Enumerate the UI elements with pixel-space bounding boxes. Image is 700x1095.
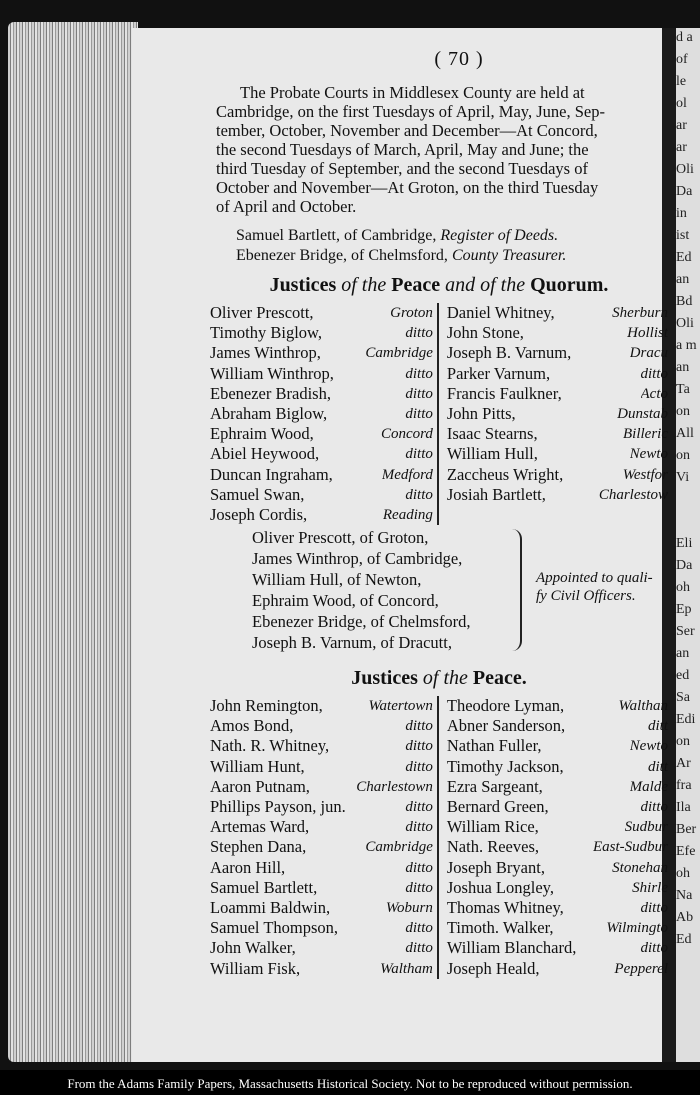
list-item [210, 736, 437, 756]
sliver-text: Vi [676, 470, 690, 485]
list-item [447, 323, 668, 343]
heading-text: Justices [269, 274, 342, 296]
sliver-text: Ar [676, 756, 691, 771]
heading-text: of the [422, 667, 468, 690]
justice-town: Dunstab [617, 405, 668, 422]
sliver-text: Sa [676, 690, 690, 705]
list-item [447, 384, 668, 404]
sliver-text: on [676, 448, 690, 463]
justice-name: Ezra Sargeant, [446, 776, 543, 796]
paragraph-line: October and November—At Groton, on the third Tuesday [216, 178, 599, 197]
justice-name: Joshua Longley, [446, 877, 554, 897]
sliver-text: All [676, 426, 694, 441]
justice-town: ditt [647, 718, 668, 735]
list-item [447, 938, 668, 958]
page-number: ( 70 ) [434, 48, 484, 70]
paragraph-line: the second Tuesdays of March, April, May and June; the [216, 140, 589, 159]
appointed-section [210, 527, 668, 659]
list-item [447, 465, 668, 485]
justice-town: Concord [380, 426, 433, 443]
justice-town: Wilmingto [606, 920, 668, 937]
list-item [210, 878, 437, 898]
heading-text: Peace. [467, 667, 527, 690]
peace-heading [210, 667, 668, 690]
note-line: Appointed to quali- [536, 570, 653, 587]
justice-town: Pepperel [614, 960, 668, 977]
sliver-text: ar [676, 140, 687, 155]
justice-town: Stonehan [612, 859, 668, 876]
sliver-text: Ser [676, 624, 695, 639]
page-edges [8, 22, 138, 1062]
sliver-text: Edi [676, 712, 696, 727]
justice-name: Nath. Reeves, [446, 837, 539, 857]
paragraph-line: The Probate Courts in Middlesex County are held at [240, 83, 585, 102]
justice-town: Walthan [618, 698, 668, 715]
justice-town: ditto [405, 819, 433, 836]
list-item [210, 696, 437, 716]
sliver-text: on [676, 734, 690, 749]
justice-name: Samuel Swan, [210, 484, 305, 504]
quorum-right-column [437, 303, 668, 525]
list-item [447, 898, 668, 918]
sliver-text: Ila [676, 800, 691, 815]
appointed-name: Oliver Prescott, of Groton, [252, 528, 429, 548]
list-item [447, 736, 668, 756]
justice-town: Waltham [380, 960, 433, 977]
justice-town: Acto [640, 385, 668, 402]
list-item [210, 444, 437, 464]
justice-name: William Blanchard, [446, 938, 577, 958]
heading-text: Peace [386, 274, 446, 296]
list-item [210, 364, 437, 384]
list-item [210, 837, 437, 857]
sliver-text: Efe [676, 844, 696, 859]
list-item [447, 878, 668, 898]
justice-town: Dracu [629, 345, 668, 362]
justice-name: Bernard Green, [446, 797, 549, 816]
justice-name: Nathan Fuller, [446, 736, 542, 756]
justice-name: Francis Faulkner, [446, 383, 562, 403]
justice-name: Parker Varnum, [446, 363, 551, 383]
justice-town: Billeric [623, 426, 668, 443]
sliver-text: Da [676, 558, 693, 573]
justice-town: ditto [405, 446, 433, 463]
justice-name: Zaccheus Wright, [446, 464, 564, 484]
justice-name: Nath. R. Whitney, [210, 736, 330, 756]
heading-text: and of the [445, 274, 526, 296]
justice-town: ditto [405, 859, 433, 876]
justice-name: Stephen Dana, [210, 837, 307, 857]
justice-town: Westfor [622, 466, 668, 483]
sliver-text: ar [676, 118, 687, 133]
sliver-text: Na [676, 888, 693, 903]
justice-name: Oliver Prescott, [210, 303, 314, 322]
appointed-name: Joseph B. Varnum, of Dracutt, [252, 633, 452, 653]
justice-town: ditto [405, 920, 433, 937]
justice-town: Malde [629, 778, 668, 795]
justice-name: Joseph Cordis, [210, 504, 308, 524]
sliver-text: Ab [676, 910, 694, 925]
list-item [210, 858, 437, 878]
justice-town: Charlestow [598, 486, 668, 503]
justice-name: William Fisk, [210, 958, 301, 978]
sliver-text: fra [676, 778, 692, 793]
justice-name: William Hunt, [210, 756, 305, 776]
justice-name: Artemas Ward, [210, 817, 310, 837]
justice-town: Medford [381, 466, 433, 483]
sliver-text: in [676, 206, 687, 221]
list-item [210, 485, 437, 505]
justice-name: Daniel Whitney, [446, 303, 555, 322]
list-item [210, 777, 437, 797]
peace-left-column [210, 696, 437, 979]
justice-town: Newto [629, 738, 668, 755]
justice-town: ditt [647, 758, 668, 775]
justice-name: James Winthrop, [210, 343, 321, 363]
justice-name: Abiel Heywood, [210, 444, 320, 464]
justice-town: ditto [405, 385, 433, 402]
quorum-left-column [210, 303, 437, 525]
sliver-text: Ep [676, 602, 692, 617]
sliver-text [676, 512, 700, 534]
justice-town: ditto [640, 940, 668, 957]
list-item [447, 303, 668, 323]
justice-town: Reading [382, 506, 433, 523]
justice-town: Charlestown [356, 778, 433, 795]
justice-town: ditto [640, 365, 668, 382]
list-item [447, 817, 668, 837]
list-item [447, 858, 668, 878]
justice-name: Thomas Whitney, [446, 897, 564, 917]
paragraph-line: third Tuesday of September, and the second Tuesdays of [216, 159, 588, 178]
sliver-text: Eli [676, 536, 693, 551]
justice-name: Joseph Heald, [446, 958, 540, 978]
justice-town: Woburn [385, 899, 433, 916]
list-item [210, 384, 437, 404]
justice-town: ditto [405, 486, 433, 503]
sliver-text: oh [676, 866, 690, 881]
heading-text: Quorum. [525, 274, 609, 296]
justice-town: Shirle [632, 879, 668, 896]
sliver-text [676, 490, 700, 512]
sliver-text: Ed [676, 932, 692, 947]
sliver-text: ist [676, 228, 690, 243]
list-item [210, 323, 437, 343]
copyright-caption: From the Adams Family Papers, Massachusetts Historical Society. Not to be reproduced without permission. [67, 1076, 633, 1091]
justice-town: ditto [405, 718, 433, 735]
list-item [210, 465, 437, 485]
justice-name: Josiah Bartlett, [446, 484, 546, 504]
justice-name: Loammi Baldwin, [210, 897, 331, 917]
sliver-text: d a [676, 30, 693, 45]
list-item [447, 797, 668, 817]
list-item [210, 716, 437, 736]
justice-town: ditto [405, 325, 433, 342]
justice-town: Sudbur [624, 819, 668, 836]
justice-town: ditto [405, 758, 433, 775]
appointed-note [536, 569, 668, 605]
paragraph-line: of April and October. [216, 197, 357, 216]
justice-name: William Hull, [446, 444, 538, 464]
justice-name: Isaac Stearns, [446, 424, 538, 444]
list-item [447, 959, 668, 979]
justice-name: Joseph B. Varnum, [446, 343, 572, 363]
justice-name: Timoth. Walker, [446, 918, 554, 938]
justice-town: ditto [405, 879, 433, 896]
justice-name: William Winthrop, [210, 363, 334, 383]
justice-name: William Rice, [446, 817, 539, 837]
justice-town: ditto [405, 940, 433, 957]
sliver-text: a m [676, 338, 697, 353]
sliver-text: Oli [676, 162, 694, 177]
list-item [210, 757, 437, 777]
justice-name: Abner Sanderson, [446, 716, 566, 736]
sliver-text: Da [676, 184, 693, 199]
sliver-text: Oli [676, 316, 694, 331]
county-treasurer [210, 246, 668, 266]
list-item [447, 918, 668, 938]
appointed-name: Ebenezer Bridge, of Chelmsford, [252, 612, 471, 632]
officer-role: County Treasurer. [451, 247, 567, 264]
justice-name: Ebenezer Bradish, [210, 383, 331, 403]
list-item [447, 404, 668, 424]
justice-town: ditto [640, 799, 668, 815]
justice-town: Watertown [368, 698, 433, 715]
appointed-name: Ephraim Wood, of Concord, [252, 591, 439, 611]
justice-name: John Walker, [210, 938, 296, 958]
justice-name: Joseph Bryant, [446, 857, 545, 877]
justice-name: Abraham Biglow, [210, 403, 328, 423]
paragraph-line: tember, October, November and December—At Concord, [216, 121, 598, 140]
justice-name: Phillips Payson, jun. [210, 797, 346, 816]
justice-town: Groton [390, 305, 433, 321]
list-item [447, 364, 668, 384]
justice-name: John Remington, [210, 696, 323, 716]
facing-page-sliver [676, 28, 700, 1062]
list-item [210, 404, 437, 424]
justice-town: ditto [405, 799, 433, 815]
list-item [210, 918, 437, 938]
appointed-names [252, 527, 471, 653]
list-item [210, 505, 437, 525]
list-item [210, 424, 437, 444]
justice-town: Cambridge [365, 839, 433, 856]
list-item [447, 424, 668, 444]
list-item [210, 817, 437, 837]
justice-town: Sherburn [612, 305, 668, 321]
sliver-text: Bd [676, 294, 693, 309]
list-item [210, 797, 437, 817]
sliver-text: an [676, 646, 690, 661]
sliver-text: Ta [676, 382, 690, 397]
sliver-text: on [676, 404, 690, 419]
peace-list [210, 696, 668, 979]
appointed-name: William Hull, of Newton, [252, 570, 422, 590]
heading-text: Justices [351, 667, 423, 690]
list-item [210, 959, 437, 979]
justice-town: ditto [405, 365, 433, 382]
justice-town: East-Sudbur [593, 839, 668, 856]
justice-name: Aaron Putnam, [210, 776, 310, 796]
sliver-text: Ed [676, 250, 692, 265]
list-item [447, 696, 668, 716]
brace [512, 529, 522, 651]
justice-name: Theodore Lyman, [446, 696, 565, 716]
sliver-text: ed [676, 668, 690, 683]
sliver-text: of [676, 52, 688, 67]
sliver-text: Ber [676, 822, 697, 837]
justice-name: Timothy Biglow, [210, 323, 323, 343]
sliver-text: an [676, 360, 690, 375]
justice-town: Newto [629, 446, 668, 463]
list-item [210, 898, 437, 918]
justice-town: Cambridge [365, 345, 433, 362]
sliver-text: oh [676, 580, 690, 595]
list-item [447, 777, 668, 797]
officer-name: Samuel Bartlett, of Cambridge, [236, 227, 441, 244]
list-item [210, 343, 437, 363]
probate-paragraph [216, 83, 668, 216]
sliver-text: ol [676, 96, 687, 111]
list-item [447, 485, 668, 505]
sliver-text: an [676, 272, 690, 287]
register-of-deeds [210, 226, 668, 246]
justice-name: John Stone, [446, 323, 524, 343]
justice-town: ditto [405, 738, 433, 755]
justice-name: Amos Bond, [210, 716, 294, 736]
officer-name: Ebenezer Bridge, of Chelmsford, [236, 247, 452, 264]
justice-name: Duncan Ingraham, [210, 464, 333, 484]
justice-name: Samuel Thompson, [210, 918, 339, 938]
justice-name: Aaron Hill, [210, 857, 286, 877]
quorum-list [210, 303, 668, 525]
list-item [447, 343, 668, 363]
page-content [210, 48, 668, 1058]
appointed-name: James Winthrop, of Cambridge, [252, 549, 463, 569]
justice-name: John Pitts, [446, 403, 516, 423]
list-item [210, 938, 437, 958]
justice-town: Hollist [627, 325, 668, 342]
quorum-heading [210, 274, 668, 297]
list-item [447, 837, 668, 857]
officer-role: Register of Deeds. [440, 227, 559, 244]
justice-name: Timothy Jackson, [446, 756, 564, 776]
justice-name: Samuel Bartlett, [210, 877, 318, 897]
justice-town: ditto [405, 405, 433, 422]
list-item [447, 444, 668, 464]
heading-text: of the [341, 274, 387, 296]
justice-town: ditto [640, 899, 668, 916]
list-item [210, 303, 437, 323]
list-item [447, 716, 668, 736]
peace-right-column [437, 696, 668, 979]
note-line: fy Civil Officers. [536, 588, 636, 605]
paragraph-line: Cambridge, on the first Tuesdays of April, May, June, Sep- [216, 102, 605, 121]
list-item [447, 757, 668, 777]
justice-name: Ephraim Wood, [210, 424, 314, 444]
sliver-text: le [676, 74, 687, 89]
